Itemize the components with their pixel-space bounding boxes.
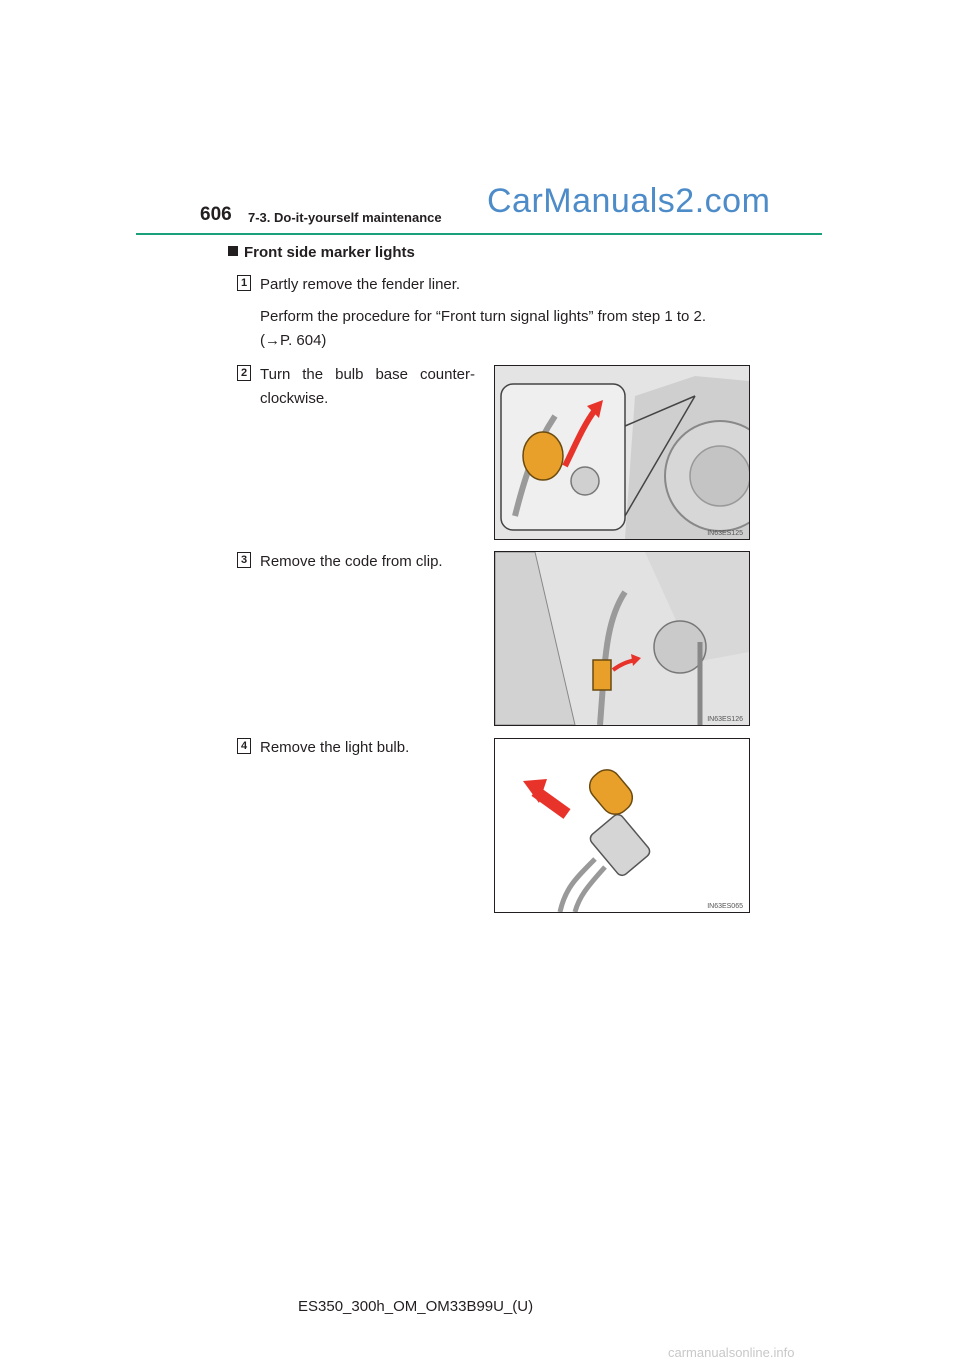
document-code: ES350_300h_OM_OM33B99U_(U) (298, 1298, 534, 1315)
step-number-4: 4 (237, 738, 251, 754)
step-4-text: Remove the light bulb. (260, 739, 410, 756)
figure-code-3: IN63ES126 (707, 716, 743, 723)
light-bulb-illustration (495, 739, 749, 912)
step-1-page-reference[interactable]: (→P. 604) (260, 332, 327, 349)
figure-code-2: IN63ES125 (707, 530, 743, 537)
step-number-2: 2 (237, 365, 251, 381)
section-heading (228, 244, 415, 261)
step-4-figure (494, 738, 750, 913)
section-title: 7-3. Do-it-yourself maintenance (248, 210, 442, 225)
step-number-1: 1 (237, 275, 251, 291)
step-3-text: Remove the code from clip. (260, 553, 443, 570)
heading-text: Front side marker lights (244, 244, 415, 261)
page-number: 606 (200, 204, 232, 225)
square-bullet-icon (228, 246, 238, 256)
watermark-logo: CarManuals2.com (487, 182, 771, 220)
step-3-figure (494, 551, 750, 726)
step-2-text: Turn the bulb base counter-clockwise. (260, 366, 475, 407)
header-rule (136, 233, 822, 235)
figure-code-4: IN63ES065 (707, 903, 743, 910)
site-watermark: carmanualsonline.info (668, 1345, 795, 1360)
step-2-figure (494, 365, 750, 540)
bulb-base-illustration (495, 366, 749, 539)
step-1-note: Perform the procedure for “Front turn signal lights” from step 1 to 2. (260, 308, 707, 325)
step-1-text: Partly remove the fender liner. (260, 276, 461, 293)
cord-clip-illustration (495, 552, 749, 725)
step-number-3: 3 (237, 552, 251, 568)
